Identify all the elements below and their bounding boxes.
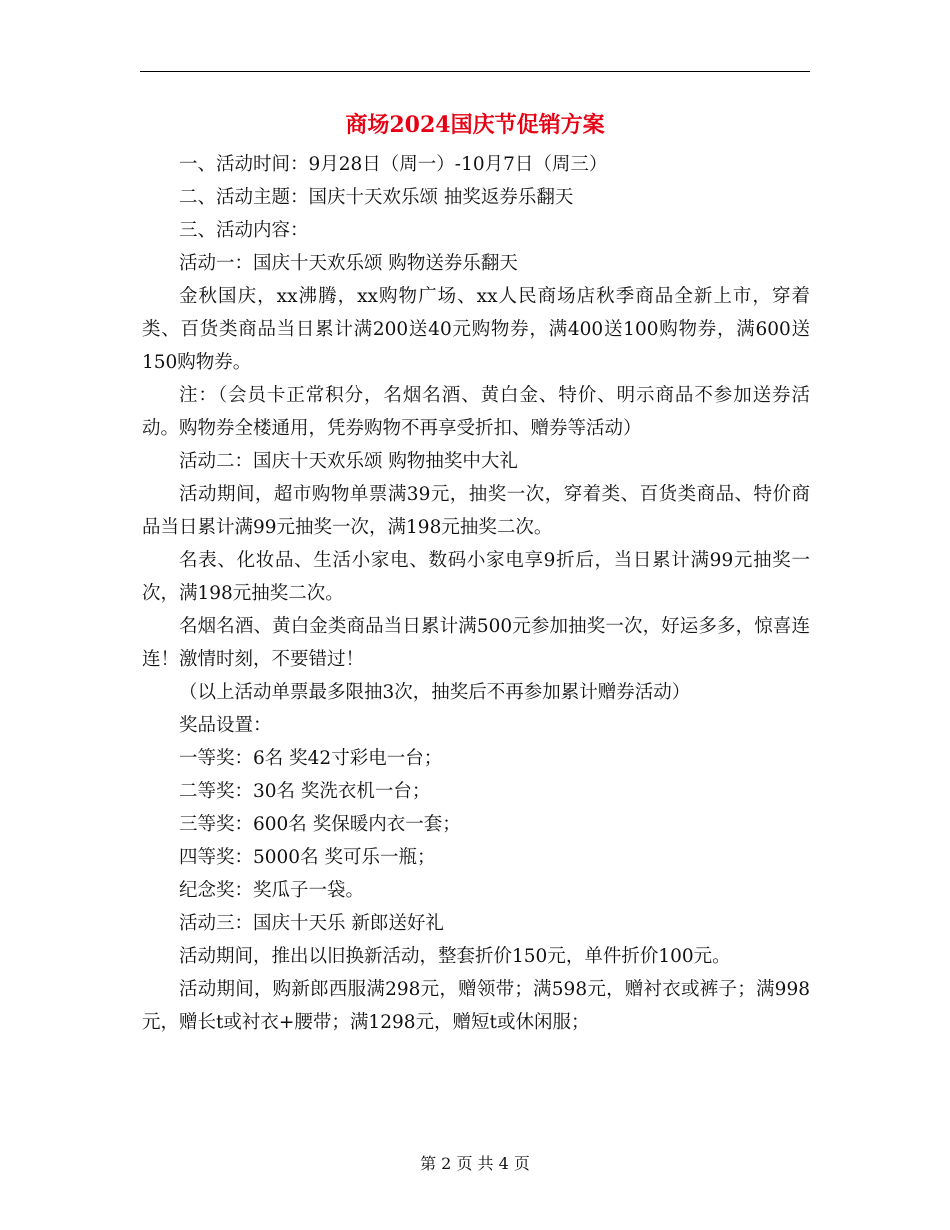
paragraph: 活动期间，推出以旧换新活动，整套折价150元，单件折价100元。 — [179, 946, 731, 967]
paragraph: （以上活动单票最多限抽3次，抽奖后不再参加累计赠券活动） — [179, 682, 691, 703]
paragraph: 活动一：国庆十天欢乐颂 购物送券乐翻天 — [179, 253, 518, 274]
document-body — [142, 148, 810, 1039]
paragraph: 注：（会员卡正常积分，名烟名酒、黄白金、特价、明示商品不参加送券活动。购物券全楼通用，凭券购物不再享受折扣、赠券等活动） — [142, 385, 810, 439]
paragraph: 四等奖：5000名 奖可乐一瓶； — [179, 847, 436, 868]
paragraph: 纪念奖：奖瓜子一袋。 — [179, 880, 365, 901]
paragraph: 名表、化妆品、生活小家电、数码小家电享9折后，当日累计满99元抽奖一次，满198元抽奖二次。 — [142, 550, 810, 604]
paragraph: 三等奖：600名 奖保暖内衣一套； — [179, 814, 461, 835]
paragraph: 三、活动内容： — [179, 220, 309, 241]
header-rule — [140, 71, 810, 72]
paragraph: 活动二：国庆十天欢乐颂 购物抽奖中大礼 — [179, 451, 518, 472]
paragraph: 一、活动时间：9月28日（周一）-10月7日（周三） — [179, 154, 608, 175]
paragraph: 活动三：国庆十天乐 新郎送好礼 — [179, 913, 444, 934]
page-footer: 第 2 页 共 4 页 — [420, 1154, 530, 1173]
paragraph: 金秋国庆，xx沸腾，xx购物广场、xx人民商场店秋季商品全新上市，穿着类、百货类商品当日累计满200送40元购物券，满400送100购物券，满600送150购物券。 — [142, 286, 810, 373]
paragraph: 活动期间，购新郎西服满298元，赠领带；满598元，赠衬衣或裤子；满998元，赠长t或衬衣+腰带；满1298元，赠短t或休闲服； — [142, 979, 810, 1033]
document-title: 商场2024国庆节促销方案 — [345, 112, 605, 138]
paragraph: 二等奖：30名 奖洗衣机一台； — [179, 781, 431, 802]
paragraph: 二、活动主题：国庆十天欢乐颂 抽奖返券乐翻天 — [179, 187, 574, 208]
paragraph: 一等奖：6名 奖42寸彩电一台； — [179, 748, 443, 769]
paragraph: 活动期间，超市购物单票满39元，抽奖一次，穿着类、百货类商品、特价商品当日累计满99元抽奖一次，满198元抽奖二次。 — [142, 484, 810, 538]
paragraph: 奖品设置： — [179, 715, 272, 736]
paragraph: 名烟名酒、黄白金类商品当日累计满500元参加抽奖一次，好运多多，惊喜连连！激情时刻，不要错过！ — [142, 616, 810, 670]
